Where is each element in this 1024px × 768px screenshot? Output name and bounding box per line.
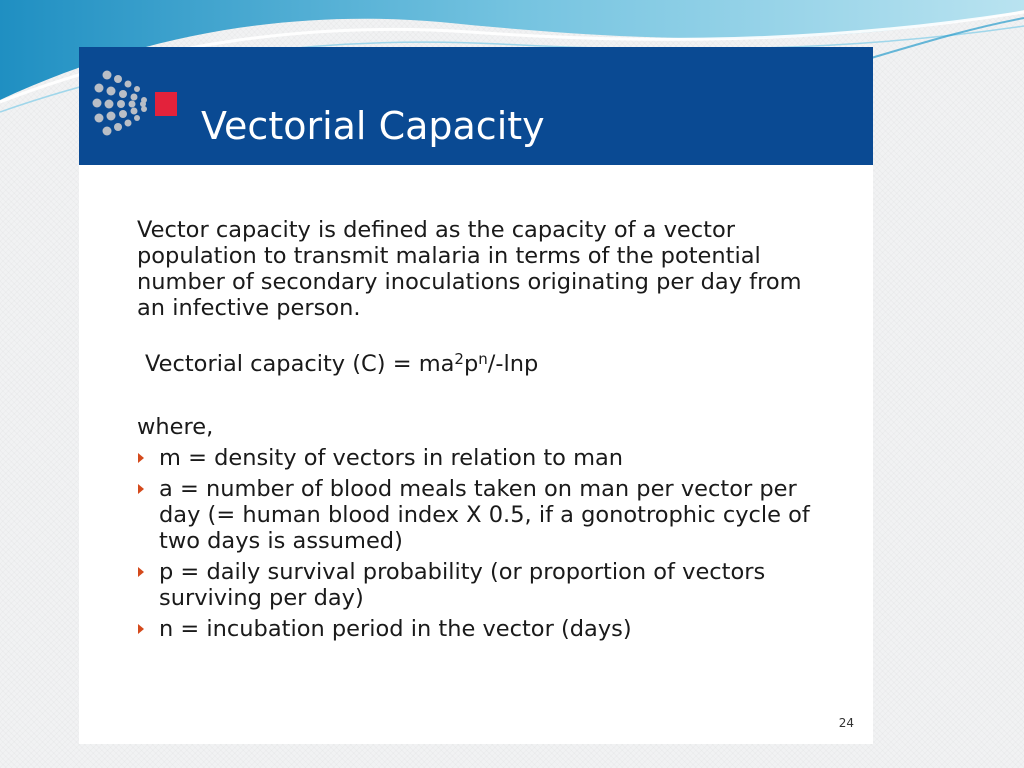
formula-exponent-p: n: [478, 350, 488, 368]
triangle-bullet-icon: [138, 624, 144, 634]
list-item-text: n = incubation period in the vector (days): [159, 616, 632, 642]
list-item-text: a = number of blood meals taken on man per vector per day (= human blood index X 0.5, if a gonotrophic cycle of two days is assumed): [159, 476, 810, 554]
dotted-burst-logo-icon: [87, 67, 177, 147]
formula-suffix: /-lnp: [487, 351, 539, 377]
formula-exponent-a: 2: [454, 350, 464, 368]
formula-p: p: [463, 351, 479, 377]
triangle-bullet-icon: [138, 453, 144, 463]
slide-content: [137, 217, 827, 642]
title-banner: [79, 47, 873, 165]
slide-title: Vectorial Capacity: [201, 104, 545, 148]
list-item: [137, 445, 827, 471]
where-label: where,: [137, 414, 214, 440]
slide: [79, 47, 873, 744]
list-item: [137, 616, 827, 642]
list-item-text: m = density of vectors in relation to man: [159, 445, 624, 471]
definition-paragraph: Vector capacity is defined as the capacity of a vector population to transmit malaria in terms of the potential number of secondary inoculations originating per day from an infective person.: [137, 217, 802, 321]
list-item: [137, 476, 827, 554]
list-item: [137, 559, 827, 611]
triangle-bullet-icon: [138, 484, 144, 494]
list-item-text: p = daily survival probability (or proportion of vectors surviving per day): [159, 559, 766, 611]
page-number: 24: [838, 716, 854, 730]
definitions-list: [137, 445, 827, 642]
triangle-bullet-icon: [138, 567, 144, 577]
formula-prefix: Vectorial capacity (C) = ma: [145, 351, 455, 377]
vectorial-capacity-formula: [145, 351, 827, 377]
